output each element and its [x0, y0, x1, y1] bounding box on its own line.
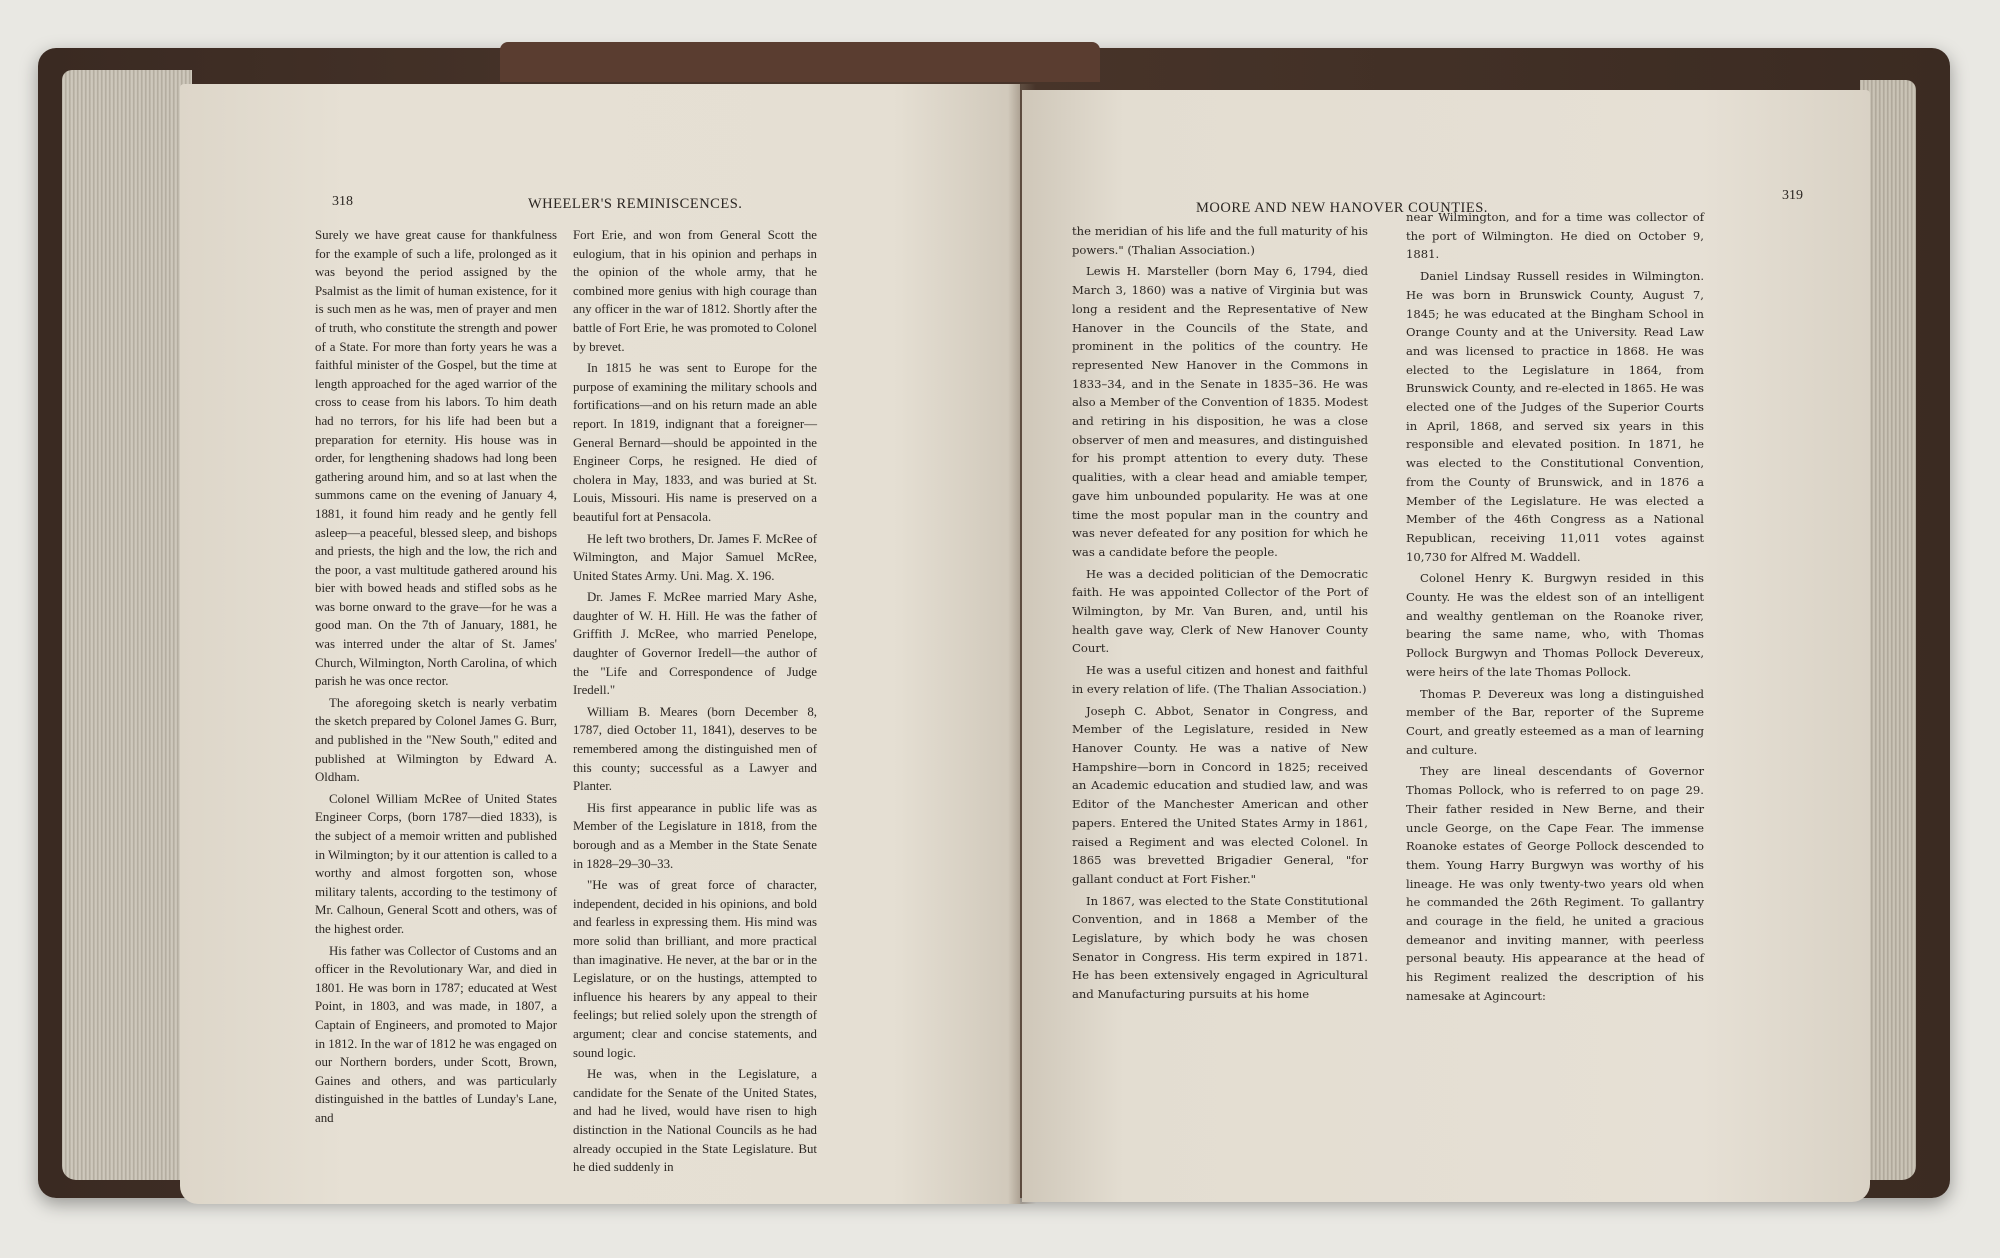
paragraph: near Wilmington, and for a time was collector of the port of Wilmington. He died on October 9, 1881. [1406, 210, 1704, 262]
paragraph: Dr. James F. McRee married Mary Ashe, daughter of W. H. Hill. He was the father of Griffith J. McRee, who married Penelope, daughter of Governor Iredell—the author of the "Life and Correspondence of Judge Iredell." [573, 590, 817, 698]
paragraph: Fort Erie, and won from General Scott the eulogium, that in his opinion and perhaps in the opinion of the whole army, that he combined more genius with high courage than any officer in the war of 1812. Shortly after the battle of Fort Erie, he was promoted to Colonel by brevet. [573, 228, 817, 354]
paragraph: The aforegoing sketch is nearly verbatim the sketch prepared by Colonel James G. Burr, and published in the "New South," edited and published at Wilmington by Edward A. Oldham. [315, 695, 557, 785]
paragraph: He was a useful citizen and honest and faithful in every relation of life. (The Thalian Association.) [1072, 663, 1368, 696]
paragraph: In 1815 he was sent to Europe for the purpose of examining the military schools and fortifications—and on his return made an able report. In 1819, indignant that a foreigner—General Bernard—should be appointed in the Engineer Corps, he resigned. He died of cholera in May, 1833, and was buried at St. Louis, Missouri. His name is preserved on a beautiful fort at Pensacola. [573, 361, 817, 524]
text-column-1 [315, 226, 557, 1128]
text-column-1 [1072, 222, 1368, 1004]
paragraph: "He was of great force of character, independent, decided in his opinions, and bold and fearless in expressing them. His mind was more solid than brilliant, and more practical than imaginative. He never, at the bar or in the Legislature, or on the hustings, attempted to influence his hearers by any appeal to their feelings; but relied solely upon the strength of argument; clear and concise statements, and sound logic. [573, 878, 817, 1060]
paragraph: the meridian of his life and the full maturity of his powers." (Thalian Association.) [1072, 224, 1368, 257]
paragraph: He was a decided politician of the Democratic faith. He was appointed Collector of the Port of Wilmington, by Mr. Van Buren, and, until his health gave way, Clerk of New Hanover County Court. [1072, 566, 1368, 656]
paragraph: Daniel Lindsay Russell resides in Wilmington. He was born in Brunswick County, August 7, 1845; he was educated at the Bingham School in Orange County and at the University. Read Law and was licensed to practice in 1868. He was elected to the Legislature in 1864, from Brunswick County, and re-elected in 1865. He was elected one of the Judges of the Superior Courts in April, 1868, and served six years in this responsible and elevated position. In 1871, he was elected to the Constitutional Convention, from the County of Brunswick, and in 1876 a Member of the Legislature. He was elected a Member of the 46th Congress as a National Republican, receiving 11,011 votes against 10,730 for Alfred M. Waddell. [1406, 269, 1704, 564]
left-page-edges [62, 70, 192, 1180]
page-number: 318 [332, 194, 353, 209]
paragraph: Surely we have great cause for thankfulness for the example of such a life, prolonged as it was beyond the period assigned by the Psalmist as the limit of human existence, for it is such men as he was, men of prayer and men of truth, who constitute the strength and power of a State. For more than forty years he was a faithful minister of the Gospel, but the time at length approached for the aged warrior of the cross to cease from his labors. To him death had no terrors, for his life had been but a preparation for eternity. His house was in order, for lengthening shadows had long been gathering around him, and so at last when the summons came on the evening of January 4, 1881, it found him ready and he gently fell asleep—a peaceful, blessed sleep, and bishops and priests, the high and the low, the rich and the poor, a vast multitude gathered around his bier with bowed heads and stifled sobs as he was borne onward to the grave—for he was a good man. On the 7th of January, 1881, he was interred under the altar of St. James' Church, Wilmington, North Carolina, of which parish he was once rector. [315, 228, 557, 689]
paragraph: Colonel Henry K. Burgwyn resided in this County. He was the eldest son of an intelligent and wealthy gentleman on the Roanoke river, bearing the same name, who, with Thomas Pollock Burgwyn and Thomas Pollock Devereux, were heirs of the late Thomas Pollock. [1406, 571, 1704, 679]
book-spine [500, 42, 1100, 82]
running-head: MOORE AND NEW HANOVER COUNTIES. [1196, 200, 1488, 216]
paragraph: His first appearance in public life was as Member of the Legislature in 1818, from the borough and as a Member in the State Senate in 1828–29–30–33. [573, 800, 817, 871]
paragraph: They are lineal descendants of Governor Thomas Pollock, who is referred to on page 29. Their father resided in New Berne, and their uncle George, on the Cape Fear. The immense Roanoke estates of George Pollock descended to them. Young Harry Burgwyn was worthy of his lineage. He was only twenty-two years old when he commanded the 26th Regiment. To gallantry and courage in the field, he united a gracious demeanor and inviting manner, with peerless personal beauty. His appearance at the head of his Regiment realized the description of his namesake at Agincourt: [1406, 764, 1704, 1003]
paragraph: He left two brothers, Dr. James F. McRee of Wilmington, and Major Samuel McRee, United States Army. Uni. Mag. X. 196. [573, 531, 817, 583]
paragraph: Lewis H. Marsteller (born May 6, 1794, died March 3, 1860) was a native of Virginia but was long a resident and the Representative of New Hanover in the Councils of the State, and prominent in the politics of the country. He represented New Hanover in the Commons in 1833–34, and in the Senate in 1835–36. He was also a Member of the Convention of 1835. Modest and retiring in his disposition, he was a close observer of men and measures, and distinguished for his prompt attention to every duty. These qualities, with a clear head and amiable temper, gave him unbounded popularity. He was at one time the most popular man in the country and was never defeated for any position for which he was a candidate before the people. [1072, 264, 1368, 559]
paragraph: Colonel William McRee of United States Engineer Corps, (born 1787—died 1833), is the subject of a memoir written and published in Wilmington; by it our attention is called to a worthy and almost forgotten son, whose military talents, according to the testimony of Mr. Calhoun, General Scott and others, was of the highest order. [315, 791, 557, 936]
right-page [1022, 90, 1870, 1202]
text-column-2 [573, 226, 817, 1177]
paragraph: His father was Collector of Customs and an officer in the Revolutionary War, and died in 1801. He was born in 1787; educated at West Point, in 1803, and was made, in 1807, a Captain of Engineers, and promoted to Major in 1812. In the war of 1812 he was engaged on our Northern borders, under Scott, Brown, Gaines and others, and was particularly distinguished in the battles of Lunday's Lane, and [315, 943, 557, 1125]
paragraph: William B. Meares (born December 8, 1787, died October 11, 1841), deserves to be remembered among the distinguished men of this county; successful as a Lawyer and Planter. [573, 704, 817, 794]
page-number: 319 [1782, 188, 1803, 203]
paragraph: He was, when in the Legislature, a candidate for the Senate of the United States, and had he lived, would have risen to high distinction in the National Councils as he had already occupied in the State Legislature. But he died suddenly in [573, 1067, 817, 1175]
paragraph: In 1867, was elected to the State Constitutional Convention, and in 1868 a Member of the Legislature, by which body he was chosen Senator in Congress. His term expired in 1871. He has been extensively engaged in Agricultural and Manufacturing pursuits at his home [1072, 893, 1368, 1002]
paragraph: Thomas P. Devereux was long a distinguished member of the Bar, reporter of the Supreme Court, and greatly esteemed as a man of learning and culture. [1406, 686, 1704, 757]
text-column-2 [1406, 208, 1704, 1006]
paragraph: Joseph C. Abbot, Senator in Congress, and Member of the Legislature, resided in New Hanover County. He was a native of New Hampshire—born in Concord in 1825; received an Academic education and studied law, and was Editor of the Manchester American and other papers. Entered the United States Army in 1861, raised a Regiment and was elected Colonel. In 1865 was brevetted Brigadier General, "for gallant conduct at Fort Fisher." [1072, 703, 1368, 886]
left-page [180, 84, 1020, 1204]
running-head: WHEELER'S REMINISCENCES. [528, 196, 743, 212]
